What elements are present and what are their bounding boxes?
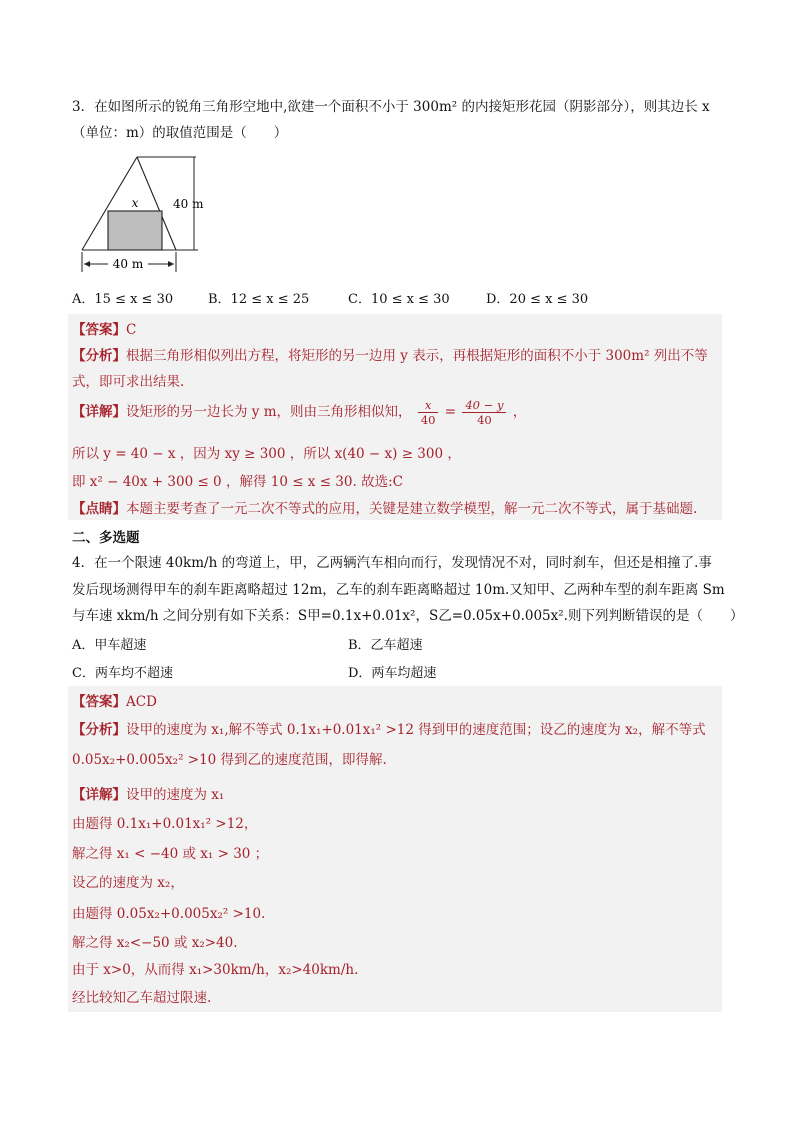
q3-option-b: B．12 ≤ x ≤ 25	[208, 292, 310, 307]
q4-detail-line1: 【详解】设甲的速度为 x₁	[72, 787, 225, 803]
base-arrowhead-left	[84, 261, 90, 267]
q4-option-b: B．乙车超速	[348, 638, 423, 653]
height-label: 40 m	[173, 197, 204, 211]
base-label: 40 m	[112, 257, 144, 271]
q3-stem-line2: （单位：m）的取值范围是（ ）	[72, 125, 288, 141]
q3-analysis-line2: 式，即可求出结果.	[72, 374, 185, 390]
section-title-multi-choice: 二、多选题	[72, 530, 140, 546]
q3-stem-line1: 3．在如图所示的锐角三角形空地中,欲建一个面积不小于 300m² 的内接矩形花园（阴影部分），则其边长 x	[72, 99, 710, 115]
q4-detail-line8: 经比较知乙车超过限速.	[72, 990, 212, 1006]
q3-detail-line3: 即 x² − 40x + 300 ≤ 0 ，解得 10 ≤ x ≤ 30. 故选:C	[72, 474, 403, 490]
q4-option-c: C．两车均不超速	[72, 666, 173, 681]
inscribed-rectangle	[108, 211, 162, 250]
base-arrowhead-right	[168, 261, 174, 267]
q3-option-a: A．15 ≤ x ≤ 30	[72, 292, 174, 307]
q3-option-c: C．10 ≤ x ≤ 30	[348, 292, 450, 307]
q4-analysis-line1: 【分析】设甲的速度为 x₁,解不等式 0.1x₁+0.01x₁² >12 得到甲的速度范围；设乙的速度为 x₂，解不等式	[72, 722, 706, 738]
fraction-x-over-40: $\frac{x}{40}$	[418, 398, 439, 427]
q4-analysis-line2: 0.05x₂+0.005x₂² >10 得到乙的速度范围，即得解.	[72, 752, 387, 768]
q4-option-d: D．两车均超速	[348, 666, 437, 681]
q3-answer: 【答案】C	[72, 322, 137, 338]
triangle-figure	[78, 152, 218, 276]
q3-comment: 【点睛】本题主要考查了一元二次不等式的应用，关键是建立数学模型，解一元二次不等式，属于基础题.	[72, 501, 698, 517]
q4-option-a: A．甲车超速	[72, 638, 147, 653]
q4-stem-line1: 4．在一个限速 40km/h 的弯道上，甲，乙两辆汽车相向而行，发现情况不对，同时刹车，但还是相撞了.事	[72, 555, 712, 571]
fraction-40-minus-y-over-40: $\frac{40 - y}{40}$	[462, 398, 506, 427]
q4-detail-line4: 设乙的速度为 x₂，	[72, 875, 184, 891]
q4-stem-line2: 发后现场测得甲车的刹车距离略超过 12m，乙车的刹车距离略超过 10m.又知甲、乙两种车型的刹车距离 Sm	[72, 582, 725, 598]
q4-detail-line2: 由题得 0.1x₁+0.01x₁² >12，	[72, 816, 258, 832]
q3-detail-line1: 【详解】设矩形的另一边长为 y m，则由三角形相似知， $\frac{x}{40}$ = $\frac{40 - y}{40}$ ，	[72, 398, 527, 427]
q4-answer: 【答案】ACD	[72, 694, 157, 710]
q4-detail-line5: 由题得 0.05x₂+0.005x₂² >10.	[72, 906, 266, 922]
x-label: x	[131, 196, 139, 210]
q3-option-d: D．20 ≤ x ≤ 30	[486, 292, 589, 307]
q4-detail-line6: 解之得 x₂<−50 或 x₂>40.	[72, 935, 238, 951]
q4-detail-line3: 解之得 x₁ < −40 或 x₁ > 30 ；	[72, 846, 269, 862]
q3-analysis-line1: 【分析】根据三角形相似列出方程，将矩形的另一边用 y 表示，再根据矩形的面积不小于 300m² 列出不等	[72, 348, 708, 364]
q4-stem-line3: 与车速 xkm/h 之间分别有如下关系：S甲=0.1x+0.01x²，S乙=0.05x+0.005x².则下列判断错误的是（ ）	[72, 608, 744, 624]
q4-detail-line7: 由于 x>0，从而得 x₁>30km/h，x₂>40km/h.	[72, 962, 359, 978]
q3-detail-line2: 所以 y = 40 − x ，因为 xy ≥ 300 ，所以 x(40 − x) ≥ 300 ，	[72, 446, 461, 462]
